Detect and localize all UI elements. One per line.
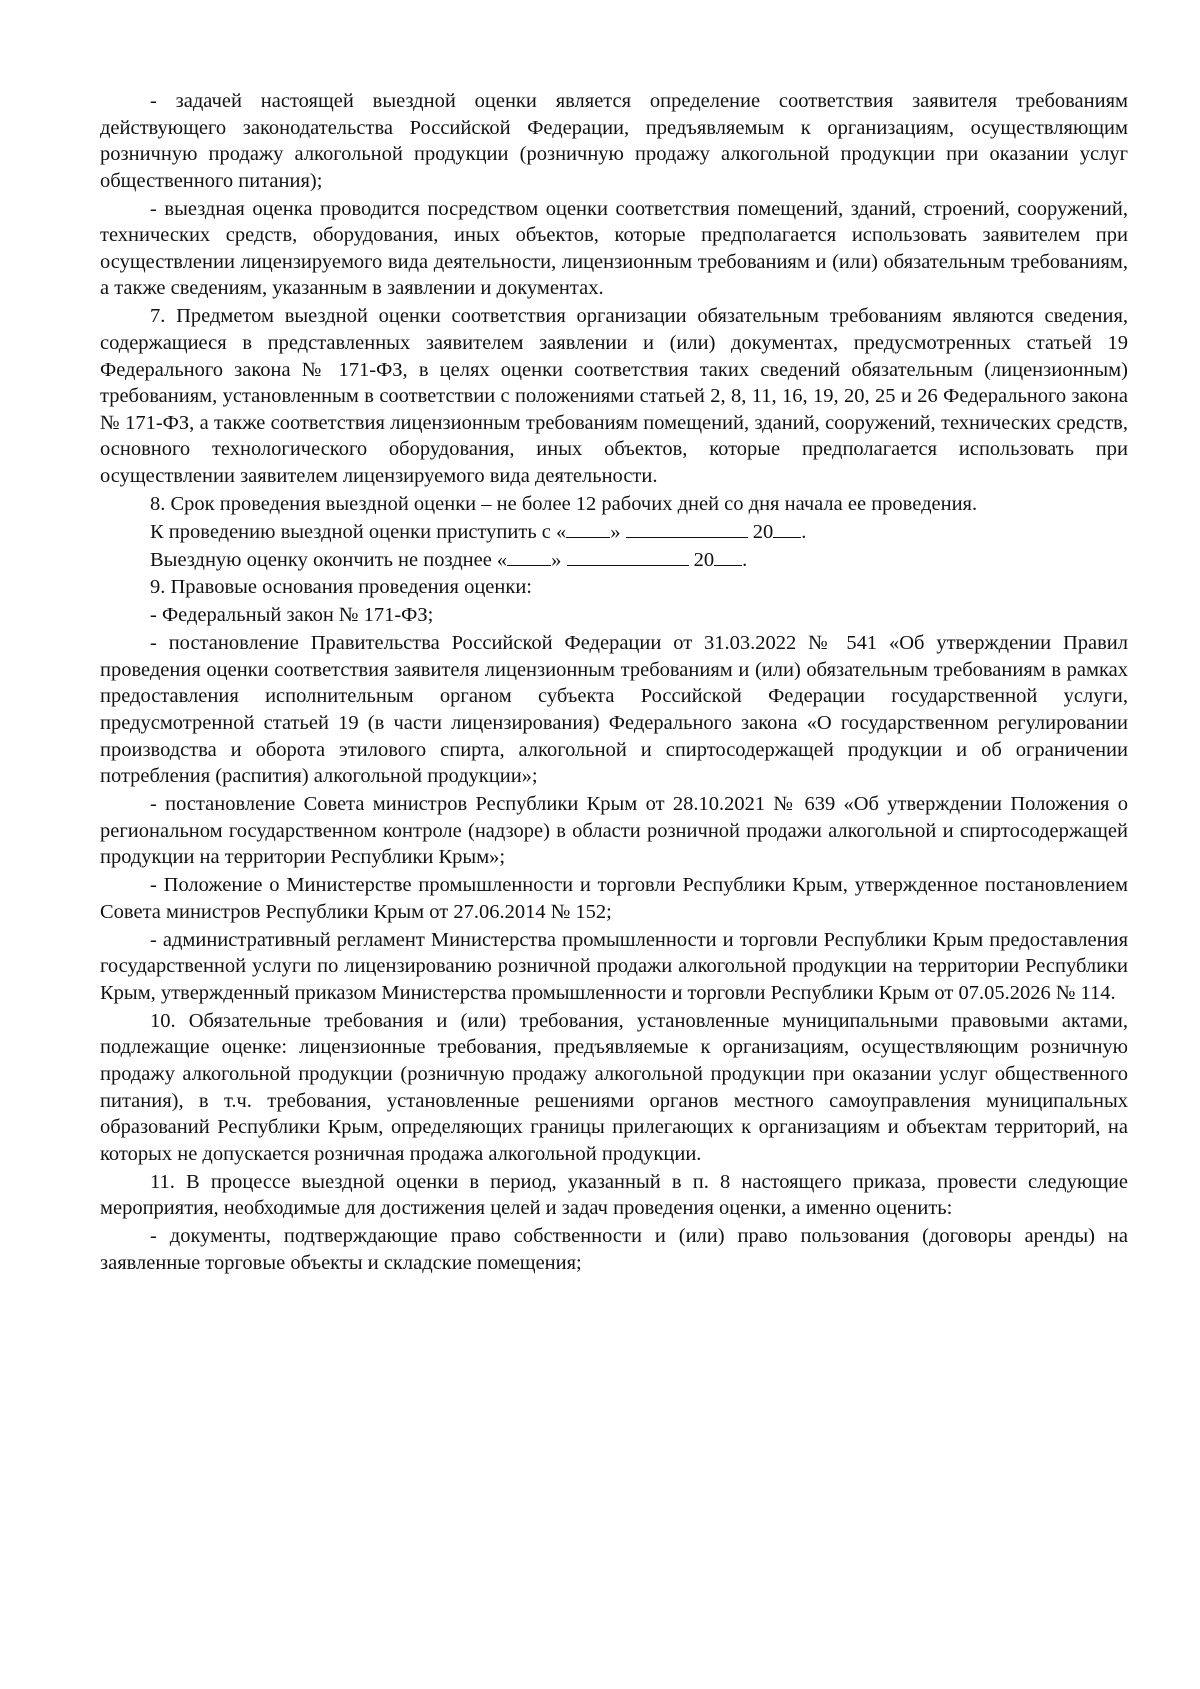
list-item-council-decree: - постановление Совета министров Республики Крым от 28.10.2021 № 639 «Об утверждении Положения о региональном государственном контроле (надзоре) в области розничной продажи алкогольной и спиртосодержащей продукции на территории Республики Крым»; <box>100 793 1128 869</box>
end-month-blank <box>567 547 689 566</box>
start-month-blank <box>626 519 748 538</box>
end-date-line <box>100 547 1128 574</box>
start-date-label: К проведению выездной оценки приступить с « <box>150 520 567 543</box>
end-year-blank <box>714 547 742 566</box>
paragraph-10-requirements: 10. Обязательные требования и (или) требования, установленные муниципальными правовыми актами, подлежащие оценке: лицензионные требования, предъявляемые к организациям, осуществляющим розничную продажу алкогольной продукции (розничную продажу алкогольной продукции при оказании услуг общественного питания), в т.ч. требования, установленные решениями органов местного самоуправления муниципальных образований Республики Крым, определяющих границы прилегающих к организациям и объектам территорий, на которых не допускается розничная продажа алкогольной продукции. <box>100 1009 1128 1165</box>
end-year-prefix: 20 <box>693 548 715 571</box>
end-date-quote: » <box>551 548 562 571</box>
end-date-end: . <box>742 548 748 571</box>
paragraph-9-legal-basis: 9. Правовые основания проведения оценки: <box>150 576 533 599</box>
list-item-ministry-regulation: - Положение о Министерстве промышленности и торговли Республики Крым, утвержденное постановлением Совета министров Республики Крым от 27.06.2014 № 152; <box>100 874 1128 923</box>
list-item-admin-regulation: - административный регламент Министерства промышленности и торговли Республики Крым предоставления государственной услуги по лицензированию розничной продажи алкогольной продукции на территории Республики Крым, утвержденный приказом Министерства промышленности и торговли Республики Крым от 07.05.2026 № 114. <box>100 928 1128 1004</box>
end-date-label: Выездную оценку окончить не позднее « <box>150 548 508 571</box>
list-item-ownership-documents: - документы, подтверждающие право собственности и (или) право пользования (договоры аренды) на заявленные торговые объекты и складские помещения; <box>100 1225 1128 1274</box>
start-year-prefix: 20 <box>752 520 774 543</box>
end-day-blank <box>507 547 551 566</box>
start-date-end: . <box>801 520 807 543</box>
paragraph-7-subject: 7. Предметом выездной оценки соответствия организации обязательным требованиям являются сведения, содержащиеся в представленных заявителем заявлении и (или) документах, предусмотренных статьей 19 Федерального закона № 171-ФЗ, в целях оценки соответствия таких сведений обязательным (лицензионным) требованиям, установленным в соответствии с положениями статьей 2, 8, 11, 16, 19, 20, 25 и 26 Федерального закона № 171-ФЗ, а также соответствия лицензионным требованиям помещений, зданий, сооружений, технических средств, основного технологического оборудования, иных объектов, которые предполагается использовать при осуществлении заявителем лицензируемого вида деятельности. <box>100 305 1128 487</box>
start-date-quote: » <box>610 520 621 543</box>
paragraph-assessment-task: - задачей настоящей выездной оценки является определение соответствия заявителя требованиям действующего законодательства Российской Федерации, предъявляемым к организациям, осуществляющим розничную продажу алкогольной продукции (розничную продажу алкогольной продукции при оказании услуг общественного питания); <box>100 90 1128 192</box>
start-day-blank <box>566 519 610 538</box>
start-year-blank <box>773 519 801 538</box>
start-date-line <box>100 519 1128 546</box>
paragraph-assessment-method: - выездная оценка проводится посредством оценки соответствия помещений, зданий, строений, сооружений, технических средств, оборудования, иных объектов, которые предполагается использовать заявителем при осуществлении лицензируемого вида деятельности, лицензионным требованиям и (или) обязательным требованиям, а также сведениям, указанным в заявлении и документах. <box>100 197 1128 300</box>
list-item-government-decree: - постановление Правительства Российской Федерации от 31.03.2022 № 541 «Об утверждении Правил проведения оценки соответствия заявителя лицензионным требованиям и (или) обязательным требованиям в рамках предоставления исполнительным органом субъекта Российской Федерации государственной услуги, предусмотренной статьей 19 (в части лицензирования) Федерального закона «О государственном регулировании производства и оборота этилового спирта, алкогольной и спиртосодержащей продукции и об ограничении потребления (распития) алкогольной продукции»; <box>100 632 1128 788</box>
list-item-federal-law: - Федеральный закон № 171-ФЗ; <box>150 604 434 627</box>
paragraph-11-activities: 11. В процессе выездной оценки в период, указанный в п. 8 настоящего приказа, провести следующие мероприятия, необходимые для достижения целей и задач проведения оценки, а именно оценить: <box>100 1170 1128 1220</box>
paragraph-8-term: 8. Срок проведения выездной оценки – не более 12 рабочих дней со дня начала ее проведения. <box>150 492 978 515</box>
